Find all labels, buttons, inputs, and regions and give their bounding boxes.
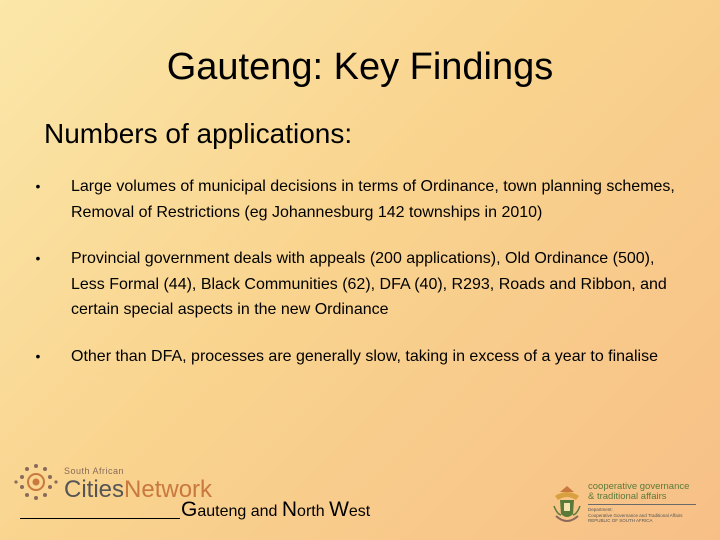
bullet-text: Other than DFA, processes are generally slow, taking in excess of a year to finalise bbox=[71, 347, 658, 365]
coat-of-arms-icon bbox=[552, 484, 582, 526]
list-item bbox=[28, 174, 688, 225]
footer-divider bbox=[20, 518, 180, 519]
bullet-icon: • bbox=[35, 178, 41, 194]
cogta-department: Department: Cooperative Governance and Traditional Affairs bbox=[588, 507, 683, 518]
section-subtitle: Numbers of applications: bbox=[44, 118, 353, 149]
logo-name-part1: Cities bbox=[64, 476, 125, 503]
cogta-logo bbox=[552, 481, 702, 528]
findings-list bbox=[28, 174, 688, 390]
cities-network-dots-icon bbox=[12, 462, 60, 502]
cogta-name: cooperative governance & traditional affairs bbox=[588, 481, 690, 502]
bullet-text: Large volumes of municipal decisions in terms of Ordinance, town planning schemes, Removal of Restrictions (eg Johannesburg 142 townships in 2010) bbox=[71, 178, 675, 221]
list-item bbox=[28, 246, 688, 323]
logo-name-part2: Network bbox=[124, 476, 213, 503]
cogta-country: REPUBLIC OF SOUTH AFRICA bbox=[588, 518, 653, 523]
slide-title: Gauteng: Key Findings bbox=[166, 46, 554, 88]
bullet-icon: • bbox=[35, 347, 41, 364]
cogta-divider bbox=[588, 504, 696, 505]
sa-cities-network-logo bbox=[12, 462, 213, 503]
bullet-icon: • bbox=[35, 250, 41, 266]
logo-small-text: South African bbox=[64, 466, 125, 476]
list-item bbox=[28, 344, 688, 370]
bullet-text: Provincial government deals with appeals (200 applications), Old Ordinance (500), Less Formal (44), Black Communities (62), DFA (40), R293, Roads and Ribbon, and certain special aspects in the new Ordinance bbox=[71, 250, 667, 318]
footer-text: Gauteng and North West bbox=[181, 498, 371, 521]
